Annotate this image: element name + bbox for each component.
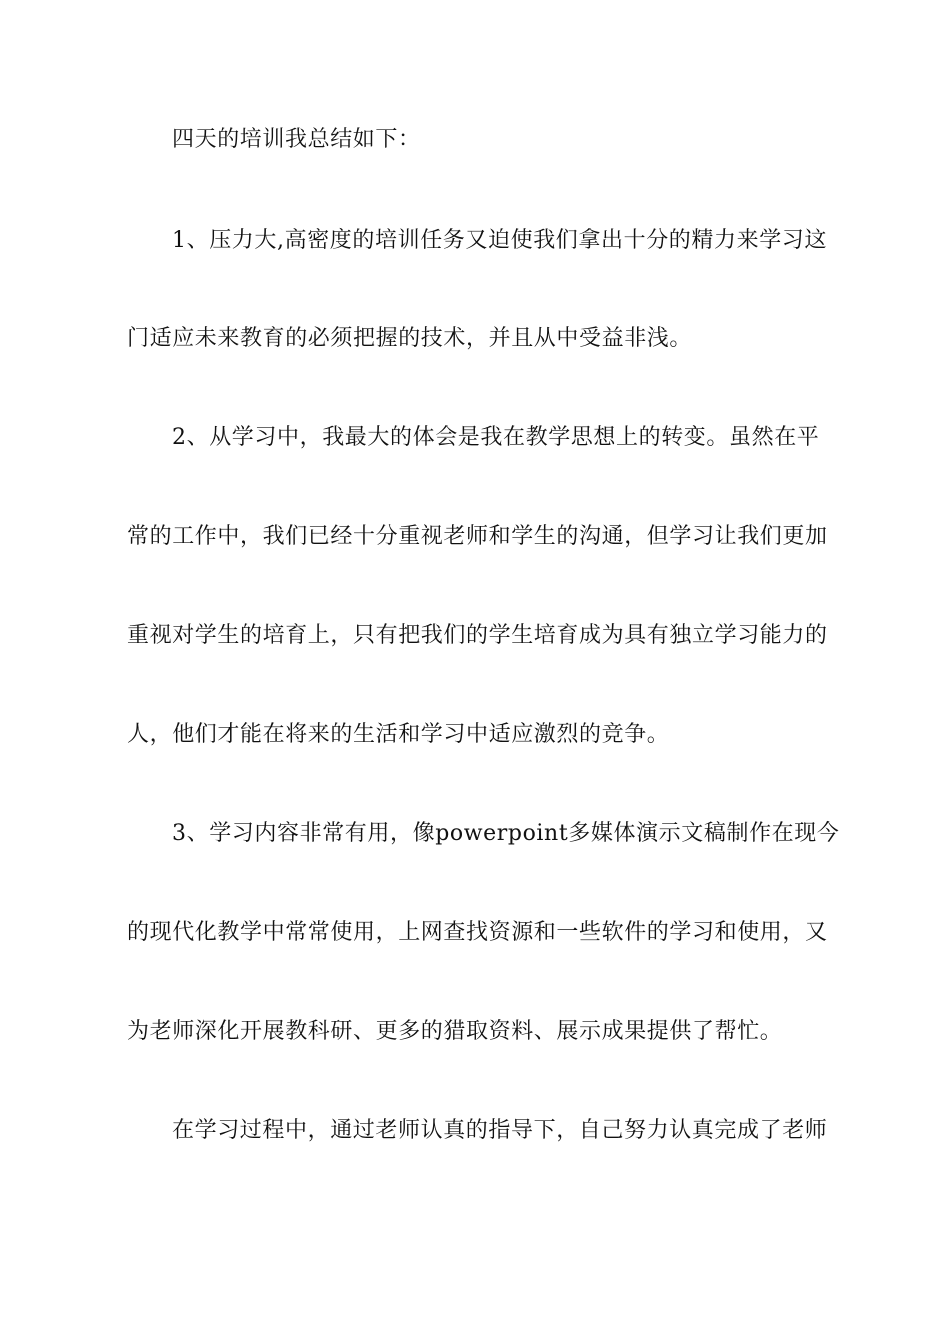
point-3-line-2: 的现代化教学中常常使用，上网查找资源和一些软件的学习和使用，又 (127, 920, 828, 945)
point-3-line-1: 3、学习内容非常有用，像powerpoint多媒体演示文稿制作在现今 (172, 821, 840, 846)
point-1-line-1: 1、压力大,高密度的培训任务又迫使我们拿出十分的精力来学习这 (172, 228, 827, 253)
point-2-line-3: 重视对学生的培育上，只有把我们的学生培育成为具有独立学习能力的 (127, 623, 828, 648)
point-1-line-2: 门适应未来教育的必须把握的技术，并且从中受益非浅。 (127, 326, 693, 351)
summary-intro-line: 四天的培训我总结如下： (172, 127, 421, 152)
point-2-line-2: 常的工作中，我们已经十分重视老师和学生的沟通，但学习让我们更加 (127, 524, 828, 549)
point-2-line-4: 人，他们才能在将来的生活和学习中适应激烈的竞争。 (127, 722, 670, 747)
point-2-line-1: 2、从学习中，我最大的体会是我在教学思想上的转变。虽然在平 (172, 425, 820, 450)
point-3-line-3: 为老师深化开展教科研、更多的猎取资料、展示成果提供了帮忙。 (127, 1019, 783, 1044)
closing-paragraph-line: 在学习过程中，通过老师认真的指导下，自己努力认真完成了老师 (172, 1118, 828, 1143)
